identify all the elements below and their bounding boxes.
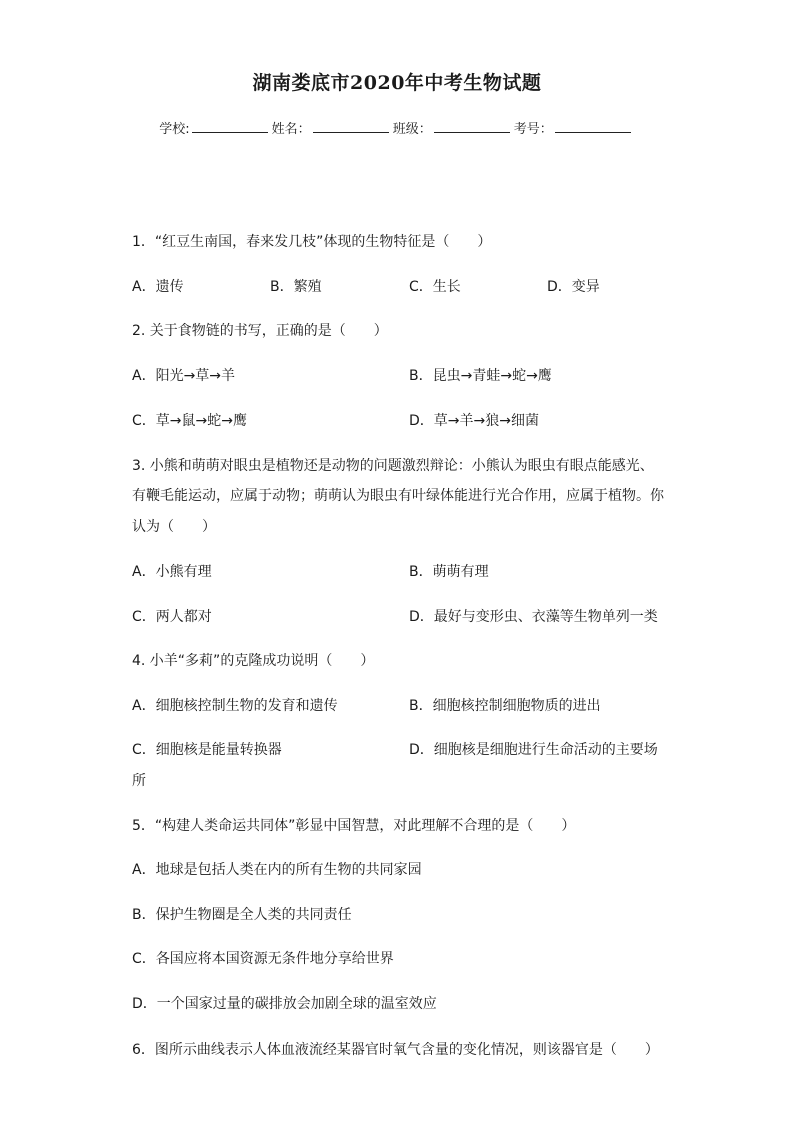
page-title: 湖南娄底市2020年中考生物试题 bbox=[252, 72, 542, 94]
question-4-option-c: C．细胞核是能量转换器 bbox=[132, 742, 282, 758]
question-4-option-d: D．细胞核是细胞进行生命活动的主要场 bbox=[409, 742, 658, 758]
question-5-option-b: B．保护生物圈是全人类的共同责任 bbox=[132, 907, 352, 923]
class-blank[interactable] bbox=[434, 120, 510, 133]
question-4-stem: 4. 小羊“多莉”的克隆成功说明（ ） bbox=[132, 653, 375, 669]
class-label: 班级： bbox=[392, 122, 432, 137]
question-4-option-a: A．细胞核控制生物的发育和遗传 bbox=[132, 698, 338, 714]
question-2-option-a: A．阳光→草→羊 bbox=[132, 368, 236, 384]
name-label: 姓名： bbox=[271, 122, 311, 137]
question-5-option-c: C．各国应将本国资源无条件地分享给世界 bbox=[132, 951, 394, 967]
question-2-stem: 2. 关于食物链的书写，正确的是（ ） bbox=[132, 323, 388, 339]
question-3-stem-line-1: 3. 小熊和萌萌对眼虫是植物还是动物的问题激烈辩论：小熊认为眼虫有眼点能感光、 bbox=[132, 458, 654, 474]
question-4-option-b: B．细胞核控制细胞物质的进出 bbox=[409, 698, 601, 714]
question-3-option-d: D．最好与变形虫、衣藻等生物单列一类 bbox=[409, 609, 658, 625]
question-4-option-d-continuation: 所 bbox=[132, 773, 146, 789]
question-3-option-c: C．两人都对 bbox=[132, 609, 212, 625]
question-1-option-a: A．遗传 bbox=[132, 279, 184, 295]
question-1-option-d: D．变异 bbox=[547, 279, 600, 295]
exam-no-blank[interactable] bbox=[555, 120, 631, 133]
question-3-stem-line-3: 认为（ ） bbox=[132, 519, 216, 535]
question-2-option-d: D．草→羊→狼→细菌 bbox=[409, 413, 539, 429]
question-5-option-d: D．一个国家过量的碳排放会加剧全球的温室效应 bbox=[132, 996, 437, 1012]
student-info-row bbox=[0, 118, 794, 137]
question-6-stem: 6．图所示曲线表示人体血液流经某器官时氧气含量的变化情况，则该器官是（ ） bbox=[132, 1042, 659, 1058]
question-2-option-c: C．草→鼠→蛇→鹰 bbox=[132, 413, 247, 429]
question-3-option-a: A．小熊有理 bbox=[132, 564, 212, 580]
question-5-stem: 5．“构建人类命运共同体”彰显中国智慧，对此理解不合理的是（ ） bbox=[132, 818, 576, 834]
question-5-option-a: A．地球是包括人类在内的所有生物的共同家园 bbox=[132, 862, 422, 878]
school-label: 学校: bbox=[159, 122, 190, 137]
question-2-option-b: B．昆虫→青蛙→蛇→鹰 bbox=[409, 368, 552, 384]
question-1-option-c: C．生长 bbox=[409, 279, 461, 295]
question-3-option-b: B．萌萌有理 bbox=[409, 564, 489, 580]
question-1-option-b: B．繁殖 bbox=[270, 279, 322, 295]
question-3-stem-line-2: 有鞭毛能运动，应属于动物；萌萌认为眼虫有叶绿体能进行光合作用，应属于植物。你 bbox=[132, 488, 664, 504]
school-blank[interactable] bbox=[192, 120, 268, 133]
question-1-stem: 1．“红豆生南国，春来发几枝”体现的生物特征是（ ） bbox=[132, 234, 492, 250]
exam-no-label: 考号： bbox=[513, 122, 553, 137]
name-blank[interactable] bbox=[313, 120, 389, 133]
